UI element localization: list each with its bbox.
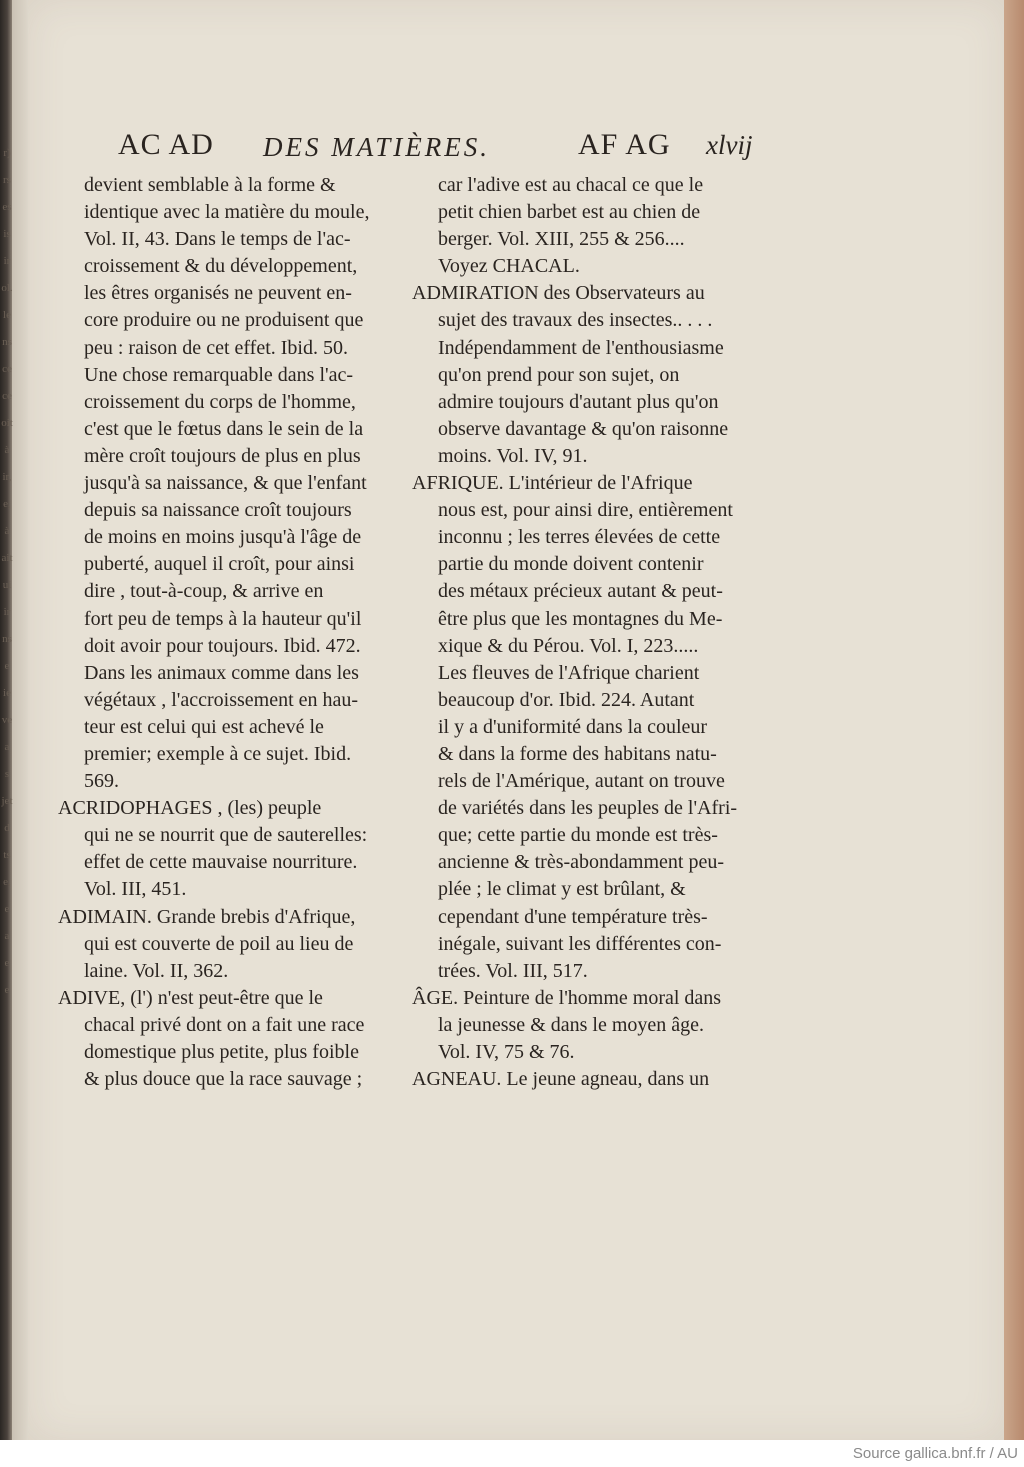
text-line: nous est, pour ainsi dire, entièrement [438,499,733,522]
text-line: qui est couverte de poil au lieu de [84,932,354,955]
text-line: des métaux précieux autant & peut- [438,580,723,603]
margin-fragment: le [3,309,11,321]
text-line: être plus que les montagnes du Me- [438,607,723,630]
margin-fragment: ns [2,336,12,348]
text-line: observe davantage & qu'on raisonne [438,417,729,440]
facing-page-edge [12,0,28,1440]
margin-fragment: ir [3,255,11,267]
text-line: premier; exemple à ce sujet. Ibid. [84,742,352,765]
margin-fragment: ns [2,633,12,645]
margin-fragment: ir, [2,471,12,483]
text-line: mère croît toujours de plus en plus [84,444,361,467]
text-line: de moins en moins jusqu'à l'âge de [84,526,362,549]
text-line: Voyez CHACAL. [438,255,580,278]
text-line: inégale, suivant les différentes con- [438,932,722,955]
margin-fragment: e, [3,498,11,510]
text-line: Les fleuves de l'Afrique charient [438,661,700,684]
margin-fragment: is [3,228,11,240]
text-line: cependant d'une température très- [438,905,708,928]
text-line: croissement & du développement, [84,255,358,278]
text-line: fort peu de temps à la hauteur qu'il [84,607,362,630]
margin-fragment: r) [3,147,11,159]
text-line: partie du monde doivent contenir [438,553,704,576]
text-line: les êtres organisés ne peuvent en- [84,282,352,305]
running-head-title: DES MATIÈRES. [263,132,490,162]
entry-headword-line: AGNEAU. Le jeune agneau, dans un [412,1068,710,1091]
text-line: teur est celui qui est achevé le [84,715,324,738]
text-line: 569. [84,770,119,793]
margin-fragment: es [2,201,12,213]
text-line: plée ; le climat y est brûlant, & [438,878,686,901]
text-line: qui ne se nourrit que de sauterelles: [84,824,368,847]
margin-fragment: s [4,768,10,780]
margin-fragment: ir [3,606,11,618]
text-line: Vol. III, 451. [84,878,187,901]
text-line: xique & du Pérou. Vol. I, 223..... [438,634,699,657]
text-line: rels de l'Amérique, autant on trouve [438,770,725,793]
text-line: devient semblable à la forme & [84,174,336,196]
text-line: sujet des travaux des insectes.. . . . [438,309,713,332]
text-line: admire toujours d'autant plus qu'on [438,390,719,413]
running-head-right: AF AG [578,128,671,161]
text-line: végétaux , l'accroissement en hau- [84,688,359,711]
text-line: Vol. II, 43. Dans le temps de l'ac- [84,228,351,251]
text-line: inconnu ; les terres élevées de cette [438,526,721,549]
text-line: trées. Vol. III, 517. [438,959,588,982]
margin-fragment: ui [2,579,12,591]
left-text-column [58,172,392,1093]
text-line: puberté, auquel il croît, pour ainsi [84,553,355,576]
margin-fragment: jet [1,795,13,807]
text-line: laine. Vol. II, 362. [84,959,229,982]
text-line: effet de cette mauvaise nourriture. [84,851,358,874]
text-line: depuis sa naissance croît toujours [84,499,352,522]
text-line: core produire ou ne produisent que [84,309,364,332]
running-head [118,128,758,168]
text-line: berger. Vol. XIII, 255 & 256.... [438,228,685,251]
text-line: c'est que le fœtus dans le sein de la [84,417,364,440]
margin-fragment: à [4,525,10,537]
text-line: & plus douce que la race sauvage ; [84,1068,363,1091]
text-line: croissement du corps de l'homme, [84,390,356,413]
margin-fragment: ie [3,687,11,699]
margin-fragment: ve [1,714,13,726]
text-line: jusqu'à sa naissance, & que l'enfant [84,472,367,495]
entry-headword-line: ADMIRATION des Observateurs au [412,282,705,305]
page-fore-edge [1004,0,1024,1440]
text-line: & dans la forme des habitans natu- [438,742,717,765]
entry-headword-line: ÂGE. Peinture de l'homme moral dans [412,986,722,1009]
text-line: Vol. IV, 75 & 76. [438,1041,575,1063]
facing-page-text-fragments [0,140,14,1004]
text-line: dire , tout-à-coup, & arrive en [84,580,324,603]
margin-fragment: ts [3,849,11,861]
margin-fragment: e, [3,876,11,888]
text-line: doit avoir pour toujours. Ibid. 472. [84,634,361,657]
text-line: il y a d'uniformité dans la couleur [438,715,708,738]
text-line: domestique plus petite, plus foible [84,1041,359,1063]
source-credit [0,1440,1024,1467]
text-line: la jeunesse & dans le moyen âge. [438,1013,705,1036]
margin-fragment: à [4,444,10,456]
margin-fragment: ait [1,552,13,564]
entry-headword-line: ACRIDOPHAGES , (les) peuple [58,797,322,820]
margin-fragment: ce [2,363,12,375]
right-text-column [412,172,754,1093]
margin-fragment: e [4,984,10,996]
entry-headword-line: AFRIQUE. L'intérieur de l'Afrique [412,472,693,495]
text-line: Dans les animaux comme dans les [84,661,359,684]
text-line: car l'adive est au chacal ce que le [438,174,704,196]
margin-fragment: oit [1,417,13,429]
text-line: beaucoup d'or. Ibid. 224. Autant [438,688,695,711]
margin-fragment: d [4,822,10,834]
running-head-left: AC AD [118,128,214,161]
margin-fragment: e [4,903,10,915]
entry-headword-line: ADIVE, (l') n'est peut-être que le [58,986,323,1009]
text-line: ancienne & très-abondamment peu- [438,851,724,874]
margin-fragment: e [4,660,10,672]
page-number: xlvij [706,130,753,160]
text-line: chacal privé dont on a fait une race [84,1013,365,1036]
margin-fragment: ol. [1,282,13,294]
text-line: de variétés dans les peuples de l'Afri- [438,797,738,820]
text-line: qu'on prend pour son sujet, on [438,363,680,386]
margin-fragment: ce [2,390,12,402]
margin-fragment: a [4,930,10,942]
text-line: identique avec la matière du moule, [84,201,370,224]
source-credit-text: Source gallica.bnf.fr / AU [852,1445,1018,1462]
margin-fragment: e [4,957,10,969]
entry-headword-line: ADIMAIN. Grande brebis d'Afrique, [58,905,356,928]
margin-fragment: a [4,741,10,753]
text-line: que; cette partie du monde est très- [438,824,718,847]
text-line: moins. Vol. IV, 91. [438,444,588,467]
text-line: Indépendamment de l'enthousiasme [438,336,724,359]
text-line: Une chose remarquable dans l'ac- [84,363,354,386]
text-line: peu : raison de cet effet. Ibid. 50. [84,336,348,359]
margin-fragment: rs [3,174,11,186]
text-line: petit chien barbet est au chien de [438,201,701,224]
